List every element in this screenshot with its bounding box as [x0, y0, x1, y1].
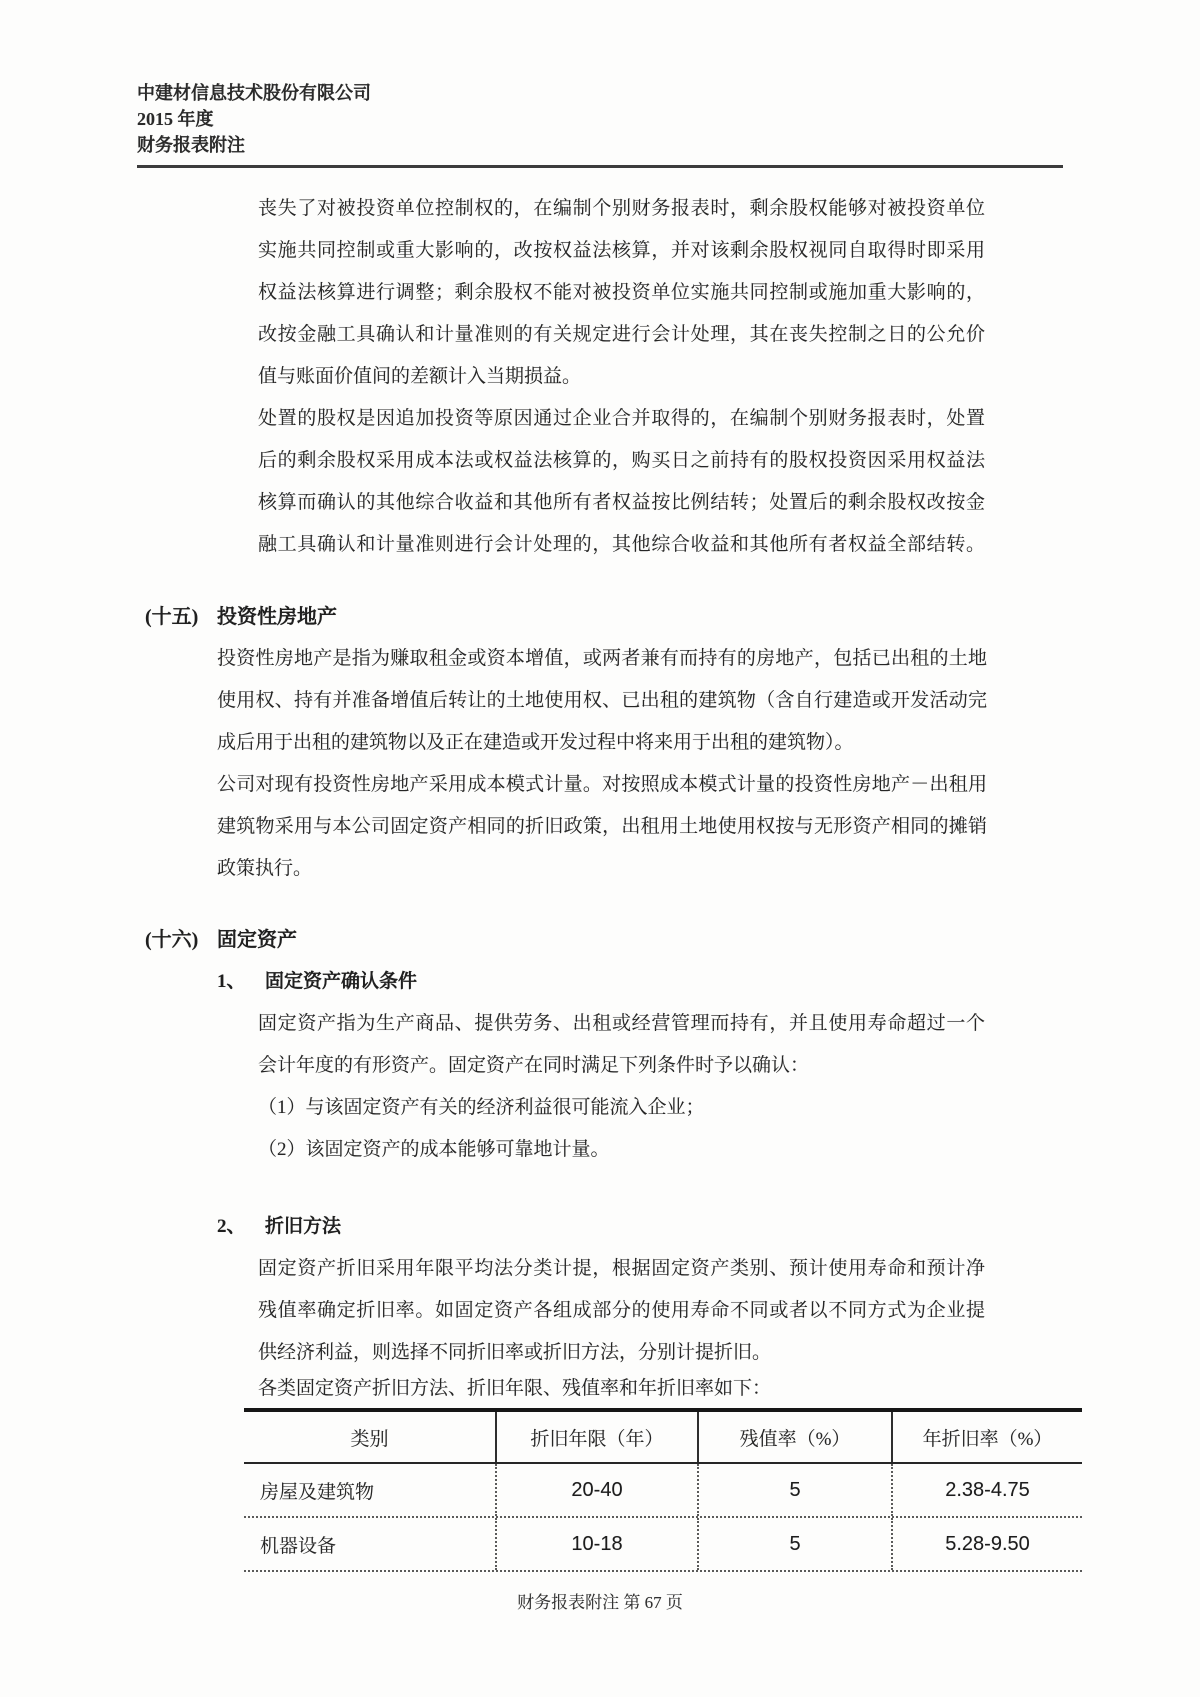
text-line: 固定资产折旧采用年限平均法分类计提，根据固定资产类别、预计使用寿命和预计净	[258, 1258, 985, 1279]
item-2-paragraph	[0, 1248, 1200, 1374]
page-header	[137, 80, 1200, 158]
cell-category: 房屋及建筑物	[244, 1464, 497, 1516]
section-15-heading	[145, 596, 1200, 638]
table-row	[244, 1518, 1082, 1570]
cell-annual-rate: 5.28-9.50	[945, 1532, 1030, 1555]
section-16-heading	[145, 919, 1200, 961]
cell-years: 20-40	[497, 1464, 699, 1516]
text-line: 成后用于出租的建筑物以及正在建造或开发过程中将来用于出租的建筑物）。	[217, 732, 854, 753]
section-15-label: (十五)	[145, 606, 199, 628]
item-1-number: 1、	[217, 971, 246, 992]
depreciation-table	[244, 1408, 1082, 1572]
text-line: 固定资产指为生产商品、提供劳务、出租或经营管理而持有，并且使用寿命超过一个	[258, 1013, 985, 1034]
item-1-paragraph	[0, 1003, 1200, 1171]
item-2-heading	[217, 1206, 1200, 1248]
item-1-title: 固定资产确认条件	[265, 971, 418, 992]
header-category: 类别	[244, 1412, 497, 1462]
condition-line-1: （1）与该固定资产有关的经济利益很可能流入企业；	[258, 1097, 705, 1118]
text-line: 值与账面价值间的差额计入当期损益。	[258, 366, 582, 387]
cell-residual-rate: 5	[699, 1518, 893, 1570]
cell-category: 机器设备	[244, 1518, 497, 1570]
item-2-title: 折旧方法	[265, 1216, 342, 1237]
table-row	[244, 1464, 1082, 1518]
cell-residual-rate: 5	[699, 1464, 893, 1516]
section-15-paragraph-1	[0, 638, 1200, 764]
paragraph-equity-disposal	[0, 398, 1200, 566]
table-intro-line: 各类固定资产折旧方法、折旧年限、残值率和年折旧率如下：	[258, 1378, 772, 1399]
text-line: 残值率确定折旧率。如固定资产各组成部分的使用寿命不同或者以不同方式为企业提	[258, 1300, 985, 1321]
text-line: 公司对现有投资性房地产采用成本模式计量。对按照成本模式计量的投资性房地产－出租用	[217, 774, 987, 795]
text-line: 融工具确认和计量准则进行会计处理的，其他综合收益和其他所有者权益全部结转。	[258, 534, 985, 555]
section-16-title: 固定资产	[217, 929, 297, 951]
item-2-number: 2、	[217, 1216, 246, 1237]
page-footer: 财务报表附注 第 67 页	[517, 1593, 683, 1612]
header-divider	[137, 165, 1063, 168]
text-line: 后的剩余股权采用成本法或权益法核算的，购买日之前持有的股权投资因采用权益法	[258, 450, 985, 471]
doc-title: 财务报表附注	[137, 135, 245, 155]
text-line: 政策执行。	[217, 858, 313, 879]
header-annual-rate: 年折旧率（%）	[922, 1428, 1053, 1450]
report-year: 2015 年度	[137, 109, 214, 129]
text-line: 权益法核算进行调整；剩余股权不能对被投资单位实施共同控制或施加重大影响的，	[258, 282, 985, 303]
paragraph-equity-loss	[0, 188, 1200, 398]
condition-line-2: （2）该固定资产的成本能够可靠地计量。	[258, 1139, 610, 1160]
table-header-row	[244, 1412, 1082, 1464]
header-depreciation-years: 折旧年限（年）	[497, 1412, 699, 1462]
text-line: 丧失了对被投资单位控制权的，在编制个别财务报表时，剩余股权能够对被投资单位	[258, 198, 985, 219]
text-line: 核算而确认的其他综合收益和其他所有者权益按比例结转；处置后的剩余股权改按金	[258, 492, 985, 513]
cell-annual-rate: 2.38-4.75	[945, 1478, 1030, 1501]
text-line: 投资性房地产是指为赚取租金或资本增值，或两者兼有而持有的房地产，包括已出租的土地	[217, 648, 987, 669]
text-line: 会计年度的有形资产。固定资产在同时满足下列条件时予以确认：	[258, 1055, 810, 1076]
section-16-label: (十六)	[145, 929, 199, 951]
text-line: 处置的股权是因追加投资等原因通过企业合并取得的，在编制个别财务报表时，处置	[258, 408, 985, 429]
section-15-title: 投资性房地产	[217, 606, 337, 628]
text-line: 使用权、持有并准备增值后转让的土地使用权、已出租的建筑物（含自行建造或开发活动完	[217, 690, 987, 711]
text-line: 供经济利益，则选择不同折旧率或折旧方法，分别计提折旧。	[258, 1342, 772, 1363]
header-residual-rate: 残值率（%）	[699, 1412, 893, 1462]
text-line: 实施共同控制或重大影响的，改按权益法核算，并对该剩余股权视同自取得时即采用	[258, 240, 985, 261]
item-1-heading	[217, 961, 1200, 1003]
text-line: 建筑物采用与本公司固定资产相同的折旧政策，出租用土地使用权按与无形资产相同的摊销	[217, 816, 987, 837]
text-line: 改按金融工具确认和计量准则的有关规定进行会计处理，其在丧失控制之日的公允价	[258, 324, 985, 345]
cell-years: 10-18	[497, 1518, 699, 1570]
section-15-paragraph-2	[0, 764, 1200, 890]
company-name: 中建材信息技术股份有限公司	[137, 83, 371, 103]
